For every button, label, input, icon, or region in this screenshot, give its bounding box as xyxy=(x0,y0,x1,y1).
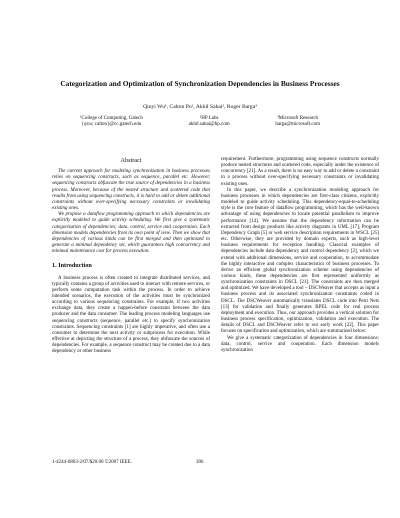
body-paragraph-continued: requirement. Furthermore, programming using sequence constructs normally produce nested structures and scattered code, especially under the existence of concurrency [21]. As a result, there is no easy way to add or delete a constraint in a process without over-specifying necessary constraints or invalidating existing ones. xyxy=(221,157,379,187)
affiliation-name: ¹College of Computing, Gatech xyxy=(80,116,143,121)
affiliation-email: {qxw, calton}@cc.gatech.edu xyxy=(81,122,142,128)
affiliation-name: ³Microsoft Research xyxy=(277,116,319,121)
affiliation-email: barga@microsoft.com xyxy=(275,122,320,128)
affiliation-hp xyxy=(189,116,230,128)
section-heading-introduction: 1. Introduction xyxy=(52,262,92,270)
affiliation-email: akhil.sahai@hp.com xyxy=(188,122,230,128)
right-column xyxy=(221,157,379,354)
affiliation-microsoft xyxy=(275,116,320,128)
body-paragraph-3: We give a systematic categorization of dependencies in four dimensions: data, control, service and cooperation. Each dimension models synchronization xyxy=(221,335,379,353)
abstract-paragraph-2: We propose a dataflow programming approach in which dependencies are explicitly modeled to guide activity scheduling. We first give a systematic categorization of dependencies; data, control, service and cooperation. Each dimension models dependencies from its own point of view. Then we show that dependencies of various kinds can be first merged and then optimized to generate a minimal dependency set, which guarantees high concurrency and minimal maintenance cost for process execution. xyxy=(52,212,210,255)
paper-title: Categorization and Optimization of Synchronization Dependencies in Business Processes xyxy=(60,79,340,88)
affiliations xyxy=(80,116,320,128)
abstract-paragraph-1: The current approach for modeling synchronization in business processes relies on sequencing constructs, such as sequence, parallel etc. However, sequencing constructs obfuscate the true source of dependencies in a business process. Moreover, because of the nested structure and scattered code that results from using sequencing constructs, it is hard to add or delete additional constraints without over-specifying necessary constraints or invalidating existing ones. xyxy=(52,169,210,212)
abstract-heading: Abstract xyxy=(120,157,142,164)
page-number: 306 xyxy=(196,460,204,465)
body-paragraph-2: In this paper, we describe a synchronization modeling approach for business processes in which dependencies are first-class citizens, explicitly modeled to guide activity scheduling. This dependency-equal-to-scheduling style is the core feature of dataflow programming, which has the well-known advantage of using dependencies to locate potential parallelism to improve performance [14]. We assume that the dependency information can be extracted from design products like activity diagrams in UML [17], Program Dependency Graph [5] or web service description requirements in WSCL [25] etc. Otherwise, they are provided by domain experts, such as high-level business requirements for exception handling. Classical examples of dependencies include data dependency and control dependency [2], which we extend with additional dimensions, service and cooperation, to accommodate the highly interactive and complex characteristics of business processes. To derive an efficient global synchronization scheme using dependencies of various kinds, these dependencies are first represented uniformly as synchronization constraints in DSCL [21]. The constraints are then merged and optimized. We have developed a tool – DSCWeaver that accepts as input a business process and its associated synchronization constraints coded in DSCL. The DSCWeaver automatically translates DSCL code into Petri Nets [13] for validation and finally generates BPEL code for real process deployment and execution. Thus, our approach provides a vertical solution for business process specification, optimization, validation and execution. The details of DSCL and DSCWeaver refer to our early work [22]. This paper focuses on specification and optimization, which are summarized below: xyxy=(221,187,379,335)
copyright-footer: 1-4244-0803-2/07/$20.00 ©2007 IEEE. xyxy=(52,460,132,465)
author-list: Qinyi Wu¹, Calton Pu¹, Akhil Sahai², Roger Barga³ xyxy=(143,104,257,110)
affiliation-name: ²HP Labs xyxy=(199,116,219,121)
intro-paragraph-1: A business process is often created to integrate distributed services, and typically contains a group of activities used to interact with remote services, or perform some computation task within the process. In order to achieve intended scenarios, the execution of the activities must be synchronized according to various sequencing constraints. For example, if two activities exchange data, they create a happen-before constraint between the data producer and the data consumer. The leading process modeling languages use sequencing constructs (sequence, parallel etc.) to specify synchronization constraints. Sequencing constraints [1] are highly imperative, and often use a consumer to determine the next activity or subprocess for execution. While effective at depicting the structure of a process, they obfuscate the sources of dependencies. For example, a sequence construct may be created due to a data dependency or other business xyxy=(52,275,210,355)
left-column xyxy=(52,158,210,356)
affiliation-gatech xyxy=(80,116,143,128)
